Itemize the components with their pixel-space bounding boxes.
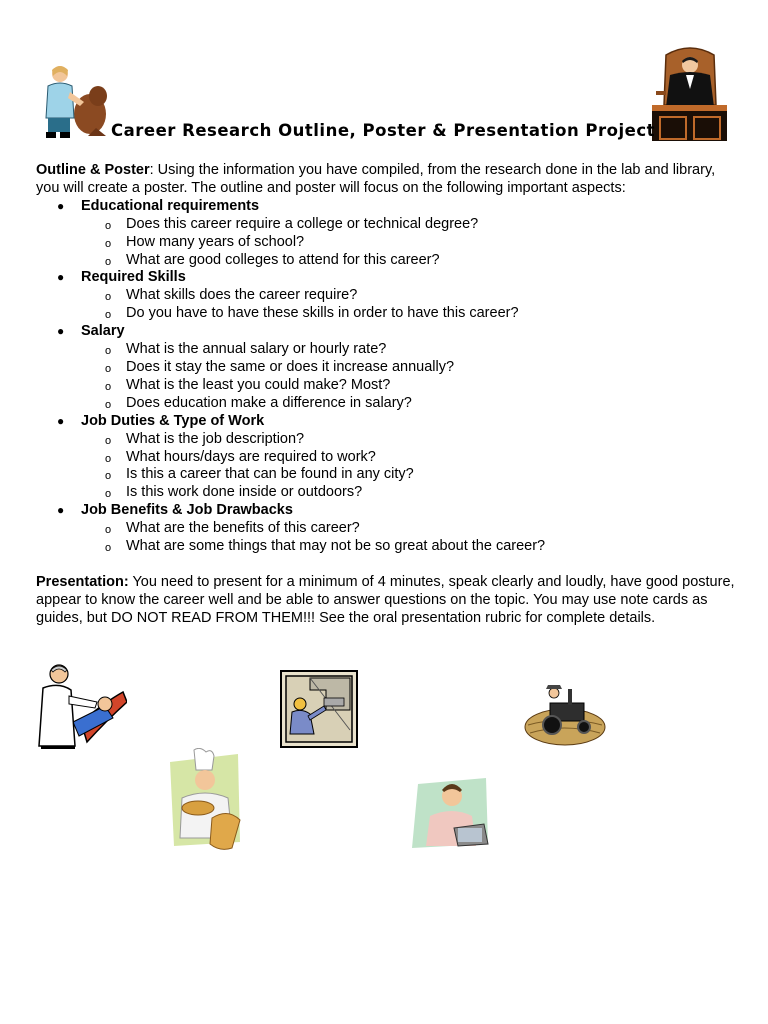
intro-label: Outline & Poster [36, 162, 150, 178]
question-text: Does this career require a college or technical degree? [126, 215, 479, 232]
aspect-section [36, 269, 736, 323]
question-item [81, 395, 736, 413]
aspect-section [36, 323, 736, 413]
sub-bullet-icon: o [105, 362, 112, 375]
question-text: Does education make a difference in salary? [126, 394, 412, 411]
sub-bullet-icon: o [105, 488, 112, 501]
question-text: What are some things that may not be so great about the career? [126, 538, 546, 555]
question-item [81, 466, 736, 484]
sub-bullet-icon: o [105, 434, 112, 447]
question-text: What are the benefits of this career? [126, 520, 360, 537]
judge-clipart [652, 45, 727, 141]
chef-clipart [170, 748, 244, 854]
question-item [81, 484, 736, 502]
question-text: What skills does the career require? [126, 287, 358, 304]
dentist-clipart [35, 662, 127, 750]
question-text: What hours/days are required to work? [126, 448, 376, 465]
question-item [81, 538, 736, 556]
question-text: Does it stay the same or does it increase annually? [126, 358, 455, 375]
question-list [81, 216, 736, 270]
presentation-text: You need to present for a minimum of 4 minutes, speak clearly and loudly, have good posture, appear to know the career well and be able to answer questions on the topic. You may use note cards as guides, but DO NOT READ FROM THEM!!! See the oral presentation rubric for complete details. [36, 573, 735, 626]
section-heading: Job Benefits & Job Drawbacks [81, 502, 293, 519]
question-text: How many years of school? [126, 233, 305, 250]
question-text: Do you have to have these skills in order to have this career? [126, 305, 519, 322]
bullet-icon: ● [57, 270, 65, 285]
question-item [81, 252, 736, 270]
sub-bullet-icon: o [105, 291, 112, 304]
section-heading: Salary [81, 323, 125, 340]
question-item [81, 341, 736, 359]
intro-text: : Using the information you have compiled, from the research done in the lab and library, you will create a poster. The outline and poster will focus on the following important aspects: [36, 162, 716, 196]
sub-bullet-icon: o [105, 255, 112, 268]
question-item [81, 449, 736, 467]
question-item [81, 520, 736, 538]
farmer-tractor-clipart [524, 675, 606, 749]
question-item [81, 234, 736, 252]
sub-bullet-icon: o [105, 309, 112, 322]
question-list [81, 341, 736, 413]
section-heading: Required Skills [81, 269, 186, 286]
question-list [81, 520, 736, 556]
question-item [81, 305, 736, 323]
sub-bullet-icon: o [105, 524, 112, 537]
computer-worker-clipart [412, 776, 492, 850]
section-heading: Job Duties & Type of Work [81, 412, 265, 429]
question-item [81, 431, 736, 449]
veterinarian-clipart [40, 62, 112, 140]
sub-bullet-icon: o [105, 398, 112, 411]
sub-bullet-icon: o [105, 470, 112, 483]
sub-bullet-icon: o [105, 380, 112, 393]
sub-bullet-icon: o [105, 542, 112, 555]
presentation-paragraph [36, 574, 736, 628]
question-list [81, 431, 736, 503]
aspect-section [36, 198, 736, 270]
question-item [81, 377, 736, 395]
question-item [81, 216, 736, 234]
aspect-section [36, 413, 736, 503]
sub-bullet-icon: o [105, 452, 112, 465]
bullet-icon: ● [57, 503, 65, 518]
section-heading: Educational requirements [81, 197, 260, 214]
document-title: Career Research Outline, Poster & Presentation Project [111, 121, 656, 140]
document-body [36, 162, 736, 628]
question-text: Is this work done inside or outdoors? [126, 484, 363, 501]
mechanic-clipart [280, 670, 358, 748]
question-list [81, 287, 736, 323]
question-text: What is the least you could make? Most? [126, 376, 391, 393]
sub-bullet-icon: o [105, 237, 112, 250]
question-text: What is the job description? [126, 430, 305, 447]
aspect-section [36, 502, 736, 556]
intro-paragraph [36, 162, 736, 198]
bullet-icon: ● [57, 324, 65, 339]
aspects-list [36, 198, 736, 556]
question-text: What is the annual salary or hourly rate? [126, 341, 387, 358]
sub-bullet-icon: o [105, 345, 112, 358]
question-text: What are good colleges to attend for this career? [126, 251, 440, 268]
sub-bullet-icon: o [105, 219, 112, 232]
question-text: Is this a career that can be found in any city? [126, 466, 414, 483]
presentation-label: Presentation: [36, 573, 129, 590]
question-item [81, 359, 736, 377]
question-item [81, 287, 736, 305]
bullet-icon: ● [57, 198, 65, 213]
bullet-icon: ● [57, 413, 65, 428]
